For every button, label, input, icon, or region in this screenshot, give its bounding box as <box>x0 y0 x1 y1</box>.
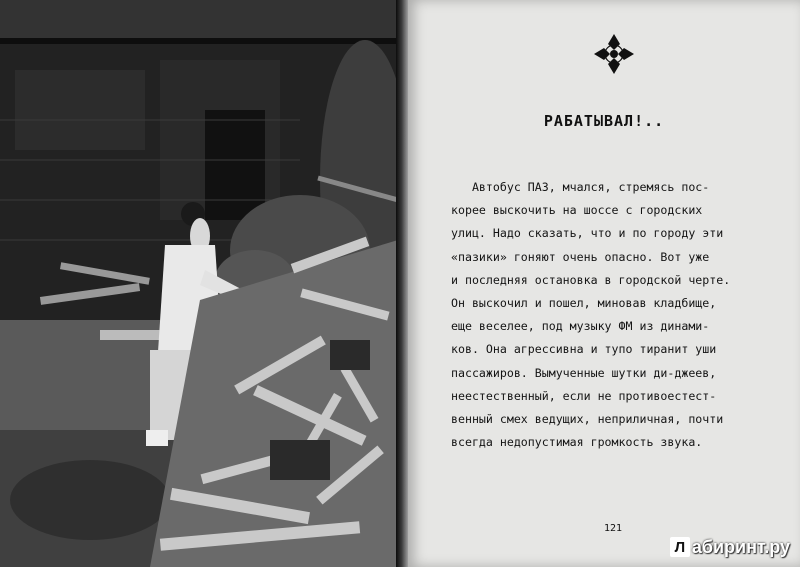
chapter-title: РАБАТЫВАЛ!.. <box>543 112 665 130</box>
text-line: улиц. Надо сказать, что и по городу эти <box>451 226 724 241</box>
page-number: 121 <box>604 523 623 534</box>
watermark <box>670 535 790 559</box>
text-line: Автобус ПАЗ, мчался, стремясь пос- <box>451 180 710 194</box>
text-line: «пазики» гоняют очень опасно. Вот уже <box>451 249 710 264</box>
text-line: еще веселее, под музыку ФМ из динами- <box>451 319 710 334</box>
cross-ornament-icon <box>592 32 636 76</box>
text-line: ков. Она агрессивна и тупо тиранит уши <box>451 342 717 357</box>
text-line: Он выскочил и пошел, миновав кладбище, <box>451 296 717 311</box>
text-line: неестественный, если не противоестест- <box>451 388 717 403</box>
watermark-text: абиринт.ру <box>691 536 790 557</box>
text-page <box>408 0 800 567</box>
chapter-body <box>451 176 781 454</box>
text-line: пассажиров. Вымученные шутки ди-джеев, <box>451 365 717 380</box>
text-line: венный смех ведущих, неприличная, почти <box>451 412 724 427</box>
photograph <box>0 0 398 567</box>
photo-page <box>0 0 398 567</box>
watermark-logo-icon: Л <box>670 537 690 557</box>
text-line: всегда недопустимая громкость звука. <box>451 435 703 450</box>
text-line: и последняя остановка в городской черте. <box>451 272 731 287</box>
text-line: корее выскочить на шоссе с городских <box>451 203 703 218</box>
